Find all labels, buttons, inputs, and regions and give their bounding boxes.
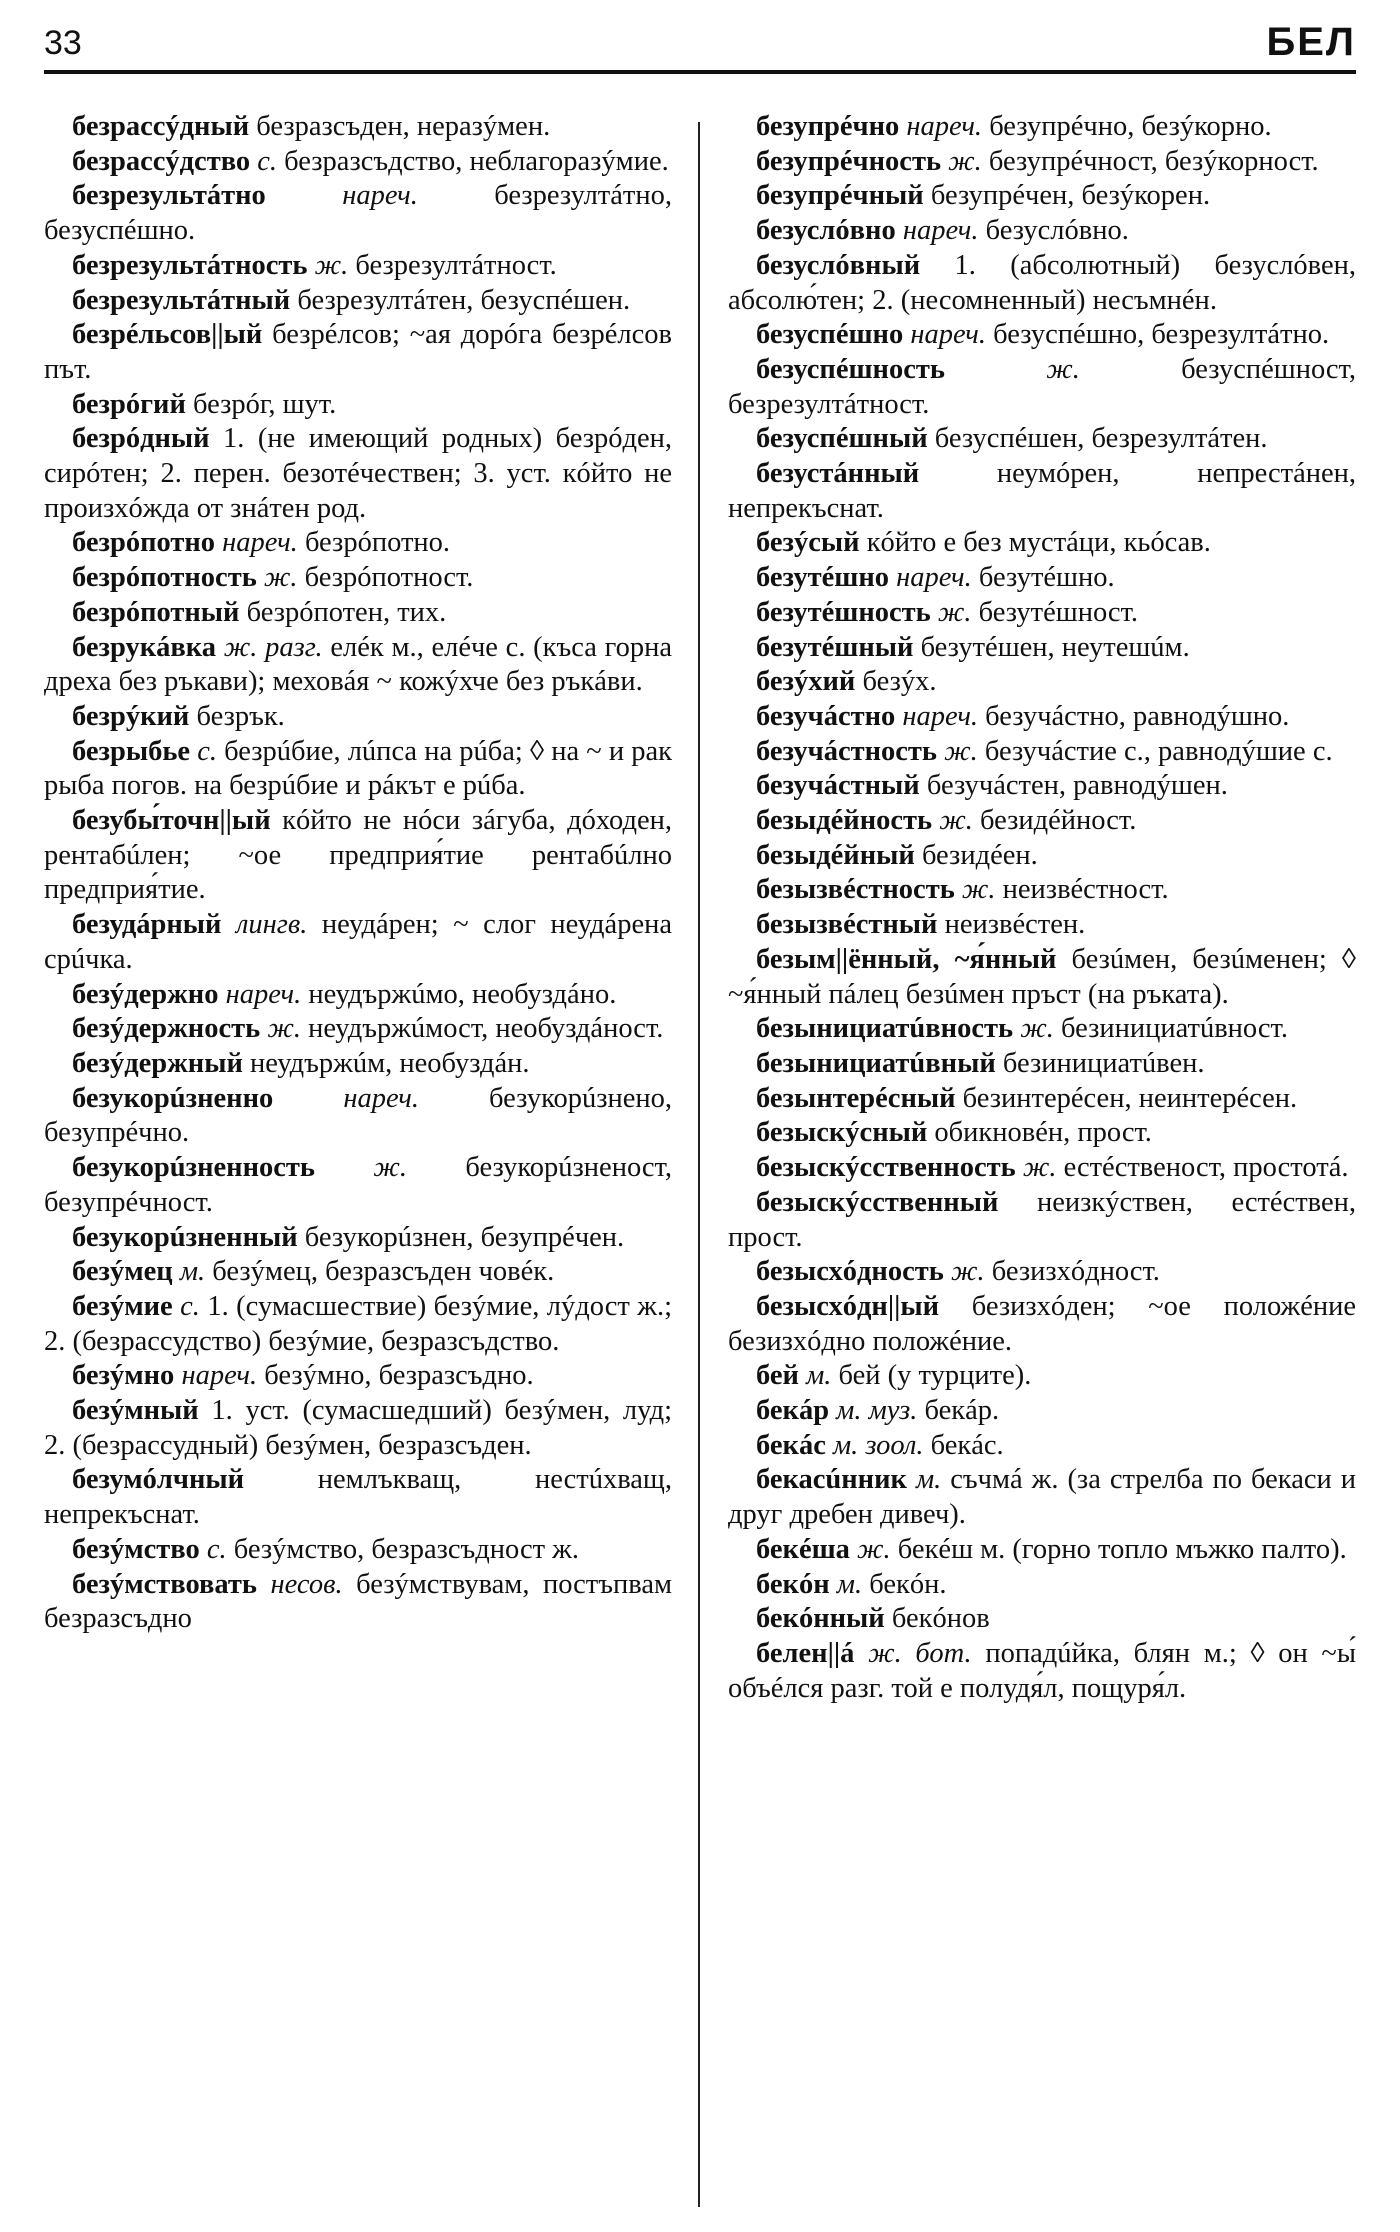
grammar-label: ж.: [937, 596, 972, 628]
grammar-label: ж.: [950, 1256, 985, 1288]
definition: безукорúзнено, безупрéчно.: [44, 1082, 673, 1149]
dictionary-entry: [44, 700, 672, 735]
dictionary-entry: [44, 284, 672, 319]
headword: безысхóдн||ый: [756, 1290, 940, 1322]
dictionary-entry: [728, 1012, 1356, 1047]
headword: безýдержность: [72, 1013, 261, 1045]
headword: безынициатúвный: [756, 1047, 996, 1079]
dictionary-entry: [728, 179, 1356, 214]
definition: бекóн.: [869, 1568, 947, 1600]
definition: безрък.: [196, 700, 285, 732]
grammar-label: нареч.: [225, 978, 302, 1010]
definition: безучáстно, равнодýшно.: [985, 700, 1290, 732]
headword: безукорúзненность: [72, 1152, 315, 1184]
headword: безýмствовать: [72, 1568, 257, 1600]
dictionary-entry: [728, 943, 1356, 1012]
dictionary-entry: [728, 1463, 1356, 1532]
headword: безутéшно: [756, 562, 890, 594]
headword: безукорúзненно: [72, 1082, 274, 1114]
definition: безрезултáтно, безуспéшно.: [44, 180, 672, 247]
dictionary-entry: [728, 145, 1356, 180]
dictionary-entry: [44, 978, 672, 1013]
headword: безукорúзненный: [72, 1221, 298, 1253]
grammar-label: нареч.: [896, 562, 972, 594]
dictionary-entry: [44, 388, 672, 423]
dictionary-entry: [728, 1533, 1356, 1568]
dictionary-entry: [44, 1290, 672, 1359]
grammar-label: ж.: [373, 1152, 407, 1184]
definition: безýмствувам, постъпвам безразсъдно: [44, 1568, 673, 1635]
headword: безýмец: [72, 1256, 173, 1288]
definition: безрóг, шут.: [193, 388, 337, 420]
dictionary-entry: [728, 110, 1356, 145]
definition: бей (у турците).: [838, 1360, 1032, 1392]
definition: безутéшен, неутешúм.: [920, 631, 1190, 663]
dictionary-entry: [44, 1255, 672, 1290]
dictionary-entry: [44, 1568, 672, 1637]
dictionary-entry: [728, 1568, 1356, 1603]
headword: безуслóвный: [756, 249, 921, 281]
grammar-label: ж.: [948, 145, 982, 177]
headword: безрóдный: [72, 423, 210, 455]
definition: безрезултáтност.: [355, 249, 557, 281]
definition: 1. (не имеющий родных) безрóден, сирóтен; 2. перен. безотéчествен; 3. уст. кóйто не произхóжда от знáтен род.: [44, 423, 672, 524]
headword: безрассýдство: [72, 145, 251, 177]
definition: безрóпотен, тих.: [246, 596, 447, 628]
dictionary-entry: [728, 214, 1356, 249]
definition: бекóнов: [891, 1603, 990, 1635]
definition: попадúйка, блян м.; ◊ он ~ы́ объéлся разг. той е полудя́л, пощуря́л.: [728, 1637, 1356, 1704]
grammar-label: ж.: [939, 805, 973, 837]
definition: безуспéшен, безрезултáтен.: [934, 423, 1268, 455]
headword: безудáрный: [72, 909, 222, 941]
header-rule: [44, 70, 1356, 74]
grammar-label: ж.: [314, 249, 349, 281]
dictionary-entry: [44, 526, 672, 561]
grammar-label: ж.: [1046, 353, 1080, 385]
dictionary-entry: [728, 318, 1356, 353]
definition: безучáстие с., равнодýшие с.: [984, 735, 1333, 767]
definition: безинициатúвност.: [1060, 1013, 1288, 1045]
dictionary-entry: [44, 1082, 672, 1151]
grammar-label: м.: [806, 1360, 832, 1392]
dictionary-entry: [728, 1255, 1356, 1290]
definition: безупрéчно, безýкорно.: [989, 111, 1272, 142]
headword: безутéшность: [756, 596, 931, 628]
headword: безыскýсственный: [756, 1186, 999, 1218]
headword: безыдéйность: [756, 805, 933, 837]
definition: безучáстен, равнодýшен.: [926, 770, 1228, 802]
headword: бекéша: [756, 1533, 850, 1565]
definition: 1. (сумасшествие) безýмие, лýдост ж.; 2. (безрассудство) безýмие, безразсъдство.: [44, 1290, 672, 1357]
headword: бекáр: [756, 1395, 830, 1427]
headword: безýдержно: [72, 978, 219, 1010]
definition: безразсъден, неразýмен.: [256, 111, 551, 142]
headword: безрýкий: [72, 700, 190, 732]
definition: безýмец, безразсъден човéк.: [212, 1256, 555, 1288]
definition: безидéйност.: [980, 805, 1137, 837]
grammar-label: ж.: [944, 735, 978, 767]
dictionary-entry: [728, 1290, 1356, 1359]
dictionary-entry: [728, 1116, 1356, 1151]
definition: елéк м., елéче с. (къса горна дреха без ръкави); меховáя ~ кожýхче без ръкáви.: [44, 631, 673, 698]
running-head: БЕЛ: [1266, 20, 1356, 64]
grammar-label: нареч.: [902, 700, 979, 732]
dictionary-entry: [728, 908, 1356, 943]
column-divider: [698, 122, 700, 2207]
definition: безутéшност.: [978, 596, 1139, 628]
headword: безуслóвно: [756, 215, 896, 247]
grammar-label: ж.: [857, 1533, 891, 1565]
definition: безинтерéсен, неинтерéсен.: [962, 1082, 1298, 1114]
grammar-label: м. зоол.: [832, 1429, 924, 1461]
definition: неудáрен; ~ слог неудáрена срúчка.: [44, 909, 672, 975]
definition: безрезултáтен, безуспéшен.: [297, 284, 631, 316]
grammar-label: нареч.: [222, 527, 298, 559]
headword: безупрéчно: [756, 111, 900, 142]
definition: безуслóвно.: [985, 215, 1129, 247]
definition: безупрéчност, безýкорност.: [988, 145, 1319, 177]
dictionary-entry: [44, 249, 672, 284]
definition: безинициатúвен.: [1002, 1047, 1205, 1079]
definition: безутéшно.: [978, 562, 1115, 594]
dictionary-entry: [44, 1463, 672, 1532]
dictionary-entry: [728, 526, 1356, 561]
definition: 1. уст. (сумасшедший) безýмен, луд; 2. (безрассудный) безýмен, безразсъден.: [44, 1395, 672, 1461]
headword: безучáстность: [756, 735, 937, 767]
dictionary-entry: [728, 249, 1356, 318]
headword: бей: [756, 1360, 799, 1392]
dictionary-entry: [728, 1151, 1356, 1186]
definition: безрéлсов; ~ая дорóга безрéлсов път.: [44, 319, 672, 385]
definition: безуспéшно, безрезултáтно.: [993, 319, 1330, 351]
dictionary-entry: [44, 110, 672, 145]
headword: безутéшный: [756, 631, 914, 663]
dictionary-entry: [728, 457, 1356, 526]
dictionary-entry: [44, 1151, 672, 1220]
dictionary-entry: [44, 179, 672, 248]
headword: безýмство: [72, 1533, 200, 1565]
headword: белен||á: [756, 1637, 855, 1669]
dictionary-entry: [728, 804, 1356, 839]
definition: неудържúм, необуздáн.: [250, 1047, 530, 1079]
grammar-label: несов.: [270, 1568, 343, 1600]
definition: безúмен, безúменен; ◊ ~я́нный пáлец безúмен пръст (на ръката).: [728, 943, 1356, 1010]
headword: безым||ённый, ~я́нный: [756, 943, 1057, 975]
headword: безрукáвка: [72, 631, 217, 663]
grammar-label: нареч.: [910, 319, 986, 351]
definition: безизхóден; ~ое положéние безизхóдно положéние.: [728, 1290, 1356, 1357]
dictionary-entry: [44, 596, 672, 631]
headword: безрóгий: [72, 388, 186, 420]
grammar-label: м.: [836, 1568, 863, 1600]
headword: безрóпотность: [72, 562, 257, 594]
headword: безýхий: [756, 666, 856, 698]
headword: безызвéстность: [756, 874, 955, 906]
dictionary-entry: [728, 1359, 1356, 1394]
grammar-label: с.: [257, 145, 278, 177]
headword: бекасúнник: [756, 1464, 907, 1496]
definition: неизкýствен, естéствен, прост.: [728, 1186, 1356, 1253]
headword: безýдержный: [72, 1047, 243, 1079]
dictionary-entry: [44, 1359, 672, 1394]
dictionary-entry: [728, 769, 1356, 804]
headword: бекáс: [756, 1429, 826, 1461]
dictionary-entry: [44, 908, 672, 977]
dictionary-entry: [44, 1047, 672, 1082]
headword: безучáстно: [756, 700, 896, 732]
headword: безрезультáтность: [72, 249, 308, 281]
definition: немлъкващ, нестúхващ, непрекъснат.: [44, 1464, 673, 1531]
headword: безрыбье: [72, 735, 191, 767]
page-number: 33: [44, 24, 82, 62]
grammar-label: нареч.: [342, 180, 418, 212]
grammar-label: ж.: [1020, 1013, 1054, 1045]
headword: безрезультáтно: [72, 180, 266, 212]
definition: бекáс.: [930, 1429, 1004, 1461]
definition: 1. (абсолютный) безуслóвен, абсолю́тен; 2. (несомненный) несъмнéн.: [728, 249, 1357, 316]
definition: безýх.: [862, 666, 937, 698]
grammar-label: нареч.: [181, 1360, 258, 1392]
headword: безрезультáтный: [72, 284, 291, 316]
headword: безустáнный: [756, 458, 920, 490]
headword: безýмно: [72, 1360, 175, 1392]
dictionary-entry: [728, 735, 1356, 770]
grammar-label: ж.: [1022, 1152, 1057, 1184]
definition: безрóпотно.: [304, 527, 451, 559]
left-column: [44, 110, 672, 1637]
grammar-label: ж. разг.: [223, 631, 323, 663]
grammar-label: м. муз.: [836, 1395, 918, 1427]
definition: безýмно, безразсъдно.: [264, 1360, 534, 1392]
headword: безýмие: [72, 1290, 173, 1322]
headword: безынтерéсный: [756, 1082, 956, 1114]
definition: неизвéстен.: [944, 909, 1086, 941]
grammar-label: нареч.: [343, 1082, 419, 1114]
dictionary-entry: [44, 1533, 672, 1568]
definition: неизвéстност.: [1002, 874, 1169, 906]
dictionary-entry: [44, 561, 672, 596]
definition: безрóпотност.: [304, 562, 474, 594]
grammar-label: ж.: [263, 562, 298, 594]
dictionary-entry: [728, 1637, 1356, 1706]
right-column: [728, 110, 1356, 1706]
definition: бекáр.: [924, 1395, 1000, 1427]
headword: безуспéшно: [756, 319, 904, 351]
headword: безуспéшность: [756, 353, 945, 385]
headword: бекóн: [756, 1568, 830, 1600]
definition: неудържúмо, необуздáно.: [308, 978, 617, 1010]
grammar-label: ж. бот.: [868, 1637, 972, 1669]
headword: безрассýдный: [72, 111, 250, 142]
dictionary-entry: [728, 353, 1356, 422]
definition: безукорúзненост, безупрéчност.: [44, 1152, 672, 1218]
definition: безýмство, безразсъдност ж.: [233, 1533, 579, 1565]
grammar-label: нареч.: [906, 111, 983, 142]
headword: безызвéстный: [756, 909, 938, 941]
headword: безыскýсственность: [756, 1152, 1016, 1184]
dictionary-entry: [728, 1602, 1356, 1637]
dictionary-entry: [44, 422, 672, 526]
headword: безрóпотный: [72, 596, 240, 628]
headword: безучáстный: [756, 770, 920, 802]
dictionary-entry: [44, 735, 672, 804]
dictionary-entry: [728, 561, 1356, 596]
dictionary-entry: [728, 631, 1356, 666]
dictionary-entry: [44, 804, 672, 908]
grammar-label: нареч.: [902, 215, 979, 247]
definition: кóйто не нóси зáгуба, дóходен, рентабúлен; ~ое предприя́тие рентабúлно предприя́тие.: [44, 805, 672, 906]
grammar-label: м.: [179, 1256, 206, 1288]
headword: безыдéйный: [756, 839, 915, 871]
headword: безýсый: [756, 527, 860, 559]
grammar-label: м.: [915, 1464, 942, 1496]
dictionary-entry: [728, 1429, 1356, 1464]
definition: безидéен.: [921, 839, 1038, 871]
grammar-label: лингв.: [235, 909, 308, 941]
dictionary-entry: [728, 665, 1356, 700]
dictionary-entry: [728, 1394, 1356, 1429]
grammar-label: с.: [197, 735, 217, 767]
dictionary-entry: [728, 596, 1356, 631]
headword: бекóнный: [756, 1603, 885, 1635]
dictionary-entry: [728, 1186, 1356, 1255]
definition: съчмá ж. (за стрелба по бекаси и друг дребен дивеч).: [728, 1464, 1356, 1531]
dictionary-entry: [44, 631, 672, 700]
dictionary-entry: [728, 839, 1356, 874]
definition: безразсъдство, неблагоразýмие.: [284, 145, 669, 177]
definition: безизхóдност.: [991, 1256, 1160, 1288]
definition: безукорúзнен, безупрéчен.: [304, 1221, 625, 1253]
definition: неудържúмост, необуздáност.: [308, 1013, 664, 1045]
headword: безупрéчность: [756, 145, 942, 177]
definition: обикновéн, прост.: [934, 1117, 1152, 1149]
definition: естéственост, простотá.: [1063, 1152, 1349, 1184]
headword: безыскýсный: [756, 1117, 928, 1149]
definition: безуспéшност, безрезултáтност.: [728, 353, 1356, 420]
grammar-label: с.: [206, 1533, 227, 1565]
dictionary-entry: [728, 422, 1356, 457]
headword: безрóпотно: [72, 527, 216, 559]
grammar-label: с.: [180, 1290, 200, 1322]
headword: безумóлчный: [72, 1464, 245, 1496]
definition: кóйто е без мустáци, кьóсав.: [866, 527, 1211, 559]
grammar-label: ж.: [961, 874, 996, 906]
headword: безрéльсов||ый: [72, 319, 263, 351]
dictionary-entry: [728, 1047, 1356, 1082]
definition: неумóрен, непрестáнен, непрекъснат.: [728, 458, 1356, 524]
headword: безубы́точн||ый: [72, 805, 271, 837]
dictionary-entry: [728, 700, 1356, 735]
definition: бекéш м. (горно топло мъжко палто).: [897, 1533, 1347, 1565]
definition: безрúбие, лúпса на рúба; ◊ на ~ и рак рыба погов. на безрúбие и рáкът е рúба.: [44, 735, 673, 802]
headword: безýмный: [72, 1395, 199, 1427]
dictionary-entry: [44, 1221, 672, 1256]
grammar-label: ж.: [267, 1013, 301, 1045]
dictionary-entry: [44, 1394, 672, 1463]
definition: безупрéчен, безýкорен.: [930, 180, 1211, 212]
dictionary-entry: [728, 873, 1356, 908]
headword: безынициатúвность: [756, 1013, 1014, 1045]
dictionary-entry: [728, 1082, 1356, 1117]
headword: безуспéшный: [756, 423, 928, 455]
headword: безупрéчный: [756, 180, 924, 212]
headword: безысхóдность: [756, 1256, 944, 1288]
dictionary-entry: [44, 1012, 672, 1047]
dictionary-entry: [44, 145, 672, 180]
dictionary-entry: [44, 318, 672, 387]
